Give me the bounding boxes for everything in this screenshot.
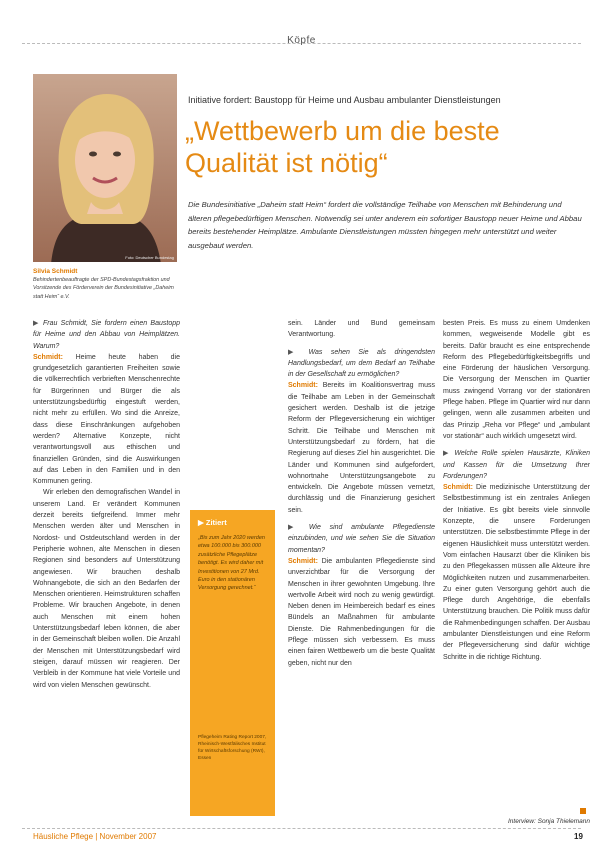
answer-paragraph: Wir erleben den demografischen Wandel in unserem Land. Er verändert Kommunen derzeit bereits tiefgreifend. Immer mehr Menschen werden älter und Menschen in Nordost- und Ostdeutschland werden in der Peripherie wohnen, alte Menschen in diesen Regionen sind besonders auf Unterstützung angewiesen. Wir brauchen deshalb Wohnangebote, die sich an den Bedarfen der Menschen orientieren. Heimstrukturen schaffen Probleme. Wir brauchen Angebote, in denen auch Menschen mit einem hohen Unterstützungsbedarf leben können, die aber in der Gemeinschaft bleiben wollen. Die Anzahl der Menschen mit Unterstützungsbedarf wird steigen, darauf müssen wir reagieren. Der Verbleib in der Kommune hat viele Vorteile und wird von vielen Menschen gewünscht. [33, 489, 180, 689]
bottom-rule [22, 828, 581, 829]
article-headline [185, 115, 590, 179]
question: ▶ Frau Schmidt, Sie fordern einen Baustopp für Heime und den Abbau von Heimplätzen. Warum? [33, 320, 180, 350]
answer: Schmidt: Die ambulanten Pflegedienste sind unverzichtbar für die Versorgung der Menschen in ihrer gewohnten Umgebung. Ihre wertvolle Arbeit wird noch zu wenig gewürdigt. Neben denen im Heimbereich bedarf es eines Bündels an Maßnahmen für ambulante Dienste. Die Rahmenbedingungen für die Pflege müssen sich verbessern. Es muss einen fairen Wettbewerb um die beste Qualität geben, nicht nur den [288, 557, 435, 667]
caption-description: Behindertenbeauftragte der SPD-Bundestagsfraktion und Vorsitzende des Förderverein der Bundesinitiative „Daheim statt Heim“ e.V. [33, 277, 174, 300]
question: ▶ Wie sind ambulante Pflegedienste einzubinden, und wie sehen Sie die Situation momentan? [288, 524, 435, 554]
article-kicker: Initiative fordert: Baustopp für Heime und Ausbau ambulanter Dienstleistungen [188, 95, 501, 105]
portrait-photo [33, 74, 177, 262]
article-column-1 [33, 318, 180, 828]
triangle-bullet-icon: ▶ [288, 524, 309, 532]
portrait-illustration [33, 74, 177, 262]
question: ▶ Was sehen Sie als dringendsten Handlungsbedarf, um dem Bedarf an Teilhabe in der Gesellschaft zu ermöglichen? [288, 348, 435, 379]
continued-text: sein. Länder und Bund gemeinsam Verantwortung. [288, 320, 435, 339]
section-label: Köpfe [287, 35, 316, 46]
page-number: 19 [574, 832, 583, 841]
end-of-article-marker [580, 808, 586, 814]
triangle-bullet-icon: ▶ [33, 320, 43, 327]
headline-line-1: „Wettbewerb um die beste [185, 116, 500, 146]
article-intro: Die Bundesinitiative „Daheim statt Heim“ fordert die vollständige Teilhabe von Menschen mit Behinderung und älteren pflegebedürftigen Menschen. Notwendig sei unter anderem ein sofortiger Baustopp neuer Heime und Abbau bereits bestehender Heimplätze. Ambulante Dienstleistungen müssten hingegen mehr unterstützt und weiter ausgebaut werden. [188, 200, 582, 250]
answer: Schmidt: Bereits im Koalitionsvertrag muss die Teilhabe am Leben in der Gemeinschaft gesichert werden. Deshalb ist die jetzige Reform der Pflegeversicherung ein wichtiger Schritt. Die Teilhabe und Menschen mit Unterstützungsbedarf zu fördern, hat die Regierung auf dieses Ziel hin ausgerichtet. Die Länder und Kommunen sind aufgefordert, wohnortnahe Unterstützungsangebote zu entwickeln. Die Angebote müssen vernetzt, durchlässig und die Finanzierung gesichert sein. [288, 382, 435, 514]
photo-credit: Foto: Deutscher Bundestag [125, 255, 174, 260]
article-column-3 [443, 318, 590, 818]
footer-publication: Häusliche Pflege | November 2007 [33, 832, 157, 841]
headline-line-2: Qualität ist nötig“ [185, 148, 388, 178]
article-column-2 [288, 318, 435, 820]
quote-box [190, 510, 275, 816]
interviewer-credit: Interview: Sonja Thielemann [507, 818, 590, 825]
triangle-bullet-icon: ▶ [443, 450, 455, 458]
continued-text: besten Preis. Es muss zu einem Umdenken kommen, wegweisende Modelle gibt es bereits. Dafür braucht es eine entsprechende Reform des Pflegebedürftigkeitsbegriffs und eine Förderung der häuslichen Versorgung. Die Versorgung der Menschen im Quartier muss zwingend Vorrang vor der stationären Pflege haben. Pflege im Quartier wird nur dann gelingen, wenn alle zusammen arbeiten und das Prinzip „Reha vor Pflege“ und „ambulant vor stationär“ auch wirklich umgesetzt wird. [443, 320, 590, 440]
quote-box-source: Pflegeheim Rating Report 2007, Rheinisch-Westfälisches Institut für Wirtschaftsforschung (RWI), Essen [198, 735, 267, 761]
quote-box-title: ▶ Zitiert [198, 518, 227, 527]
answer: Schmidt: Heime heute haben die grundgesetzlich garantierten Freiheiten sowie die völkerrechtlich verbrieften Menschenrechte für Bürgerinnen und Bürger die als unterstützungsbedürftig eingestuft werden, nicht mehr zu erfüllen. Wo sind die Anreize, dass diese Einschränkungen aufgehoben werden? Alternative Konzepte, nicht verantwortungsvoll aus ethischen und finanziellen Gründen, sind die Auswirkungen auf das Leben in den Familien und in den Kommunen gering. [33, 353, 180, 486]
caption-name: Silvia Schmidt [33, 268, 78, 275]
quote-box-text: „Bis zum Jahr 2020 werden etwa 100.000 bis 300.000 zusätzliche Pflegeplätze benötigt. Es wird daher mit Investitionen von 27 Mrd. Euro in den stationären Versorgung gerechnet.“ [198, 535, 265, 592]
answer: Schmidt: Die medizinische Unterstützung der Selbstbestimmung ist ein zentrales Anliegen der Initiative. Es gibt bereits viele sinnvolle Konzepte, die unsere Forderungen unterstützen. Die selbstbestimmte Pflege in der eigenen Häuslichkeit muss unterstützt werden. Vom einfachen Hausarzt über die Kliniken bis zu den Pflegekassen müssen alle Akteure ihre Möglichkeiten nutzen und zusammenarbeiten. Zu einer guten Versorgung gehört auch die Pflege durch Angehörige, die ebenfalls Unterstützung brauchen. Die Politik muss dafür die Rahmenbedingungen schaffen. Der Ausbau ambulanter Dienstleistungen und eine Reform der Pflegeversicherung sind dafür wichtige Schritte in die richtige Richtung. [443, 484, 590, 661]
triangle-bullet-icon: ▶ [198, 518, 206, 527]
question: ▶ Welche Rolle spielen Hausärzte, Kliniken und Kassen für die Umsetzung Ihrer Forderungen? [443, 450, 590, 480]
triangle-bullet-icon: ▶ [288, 348, 309, 356]
